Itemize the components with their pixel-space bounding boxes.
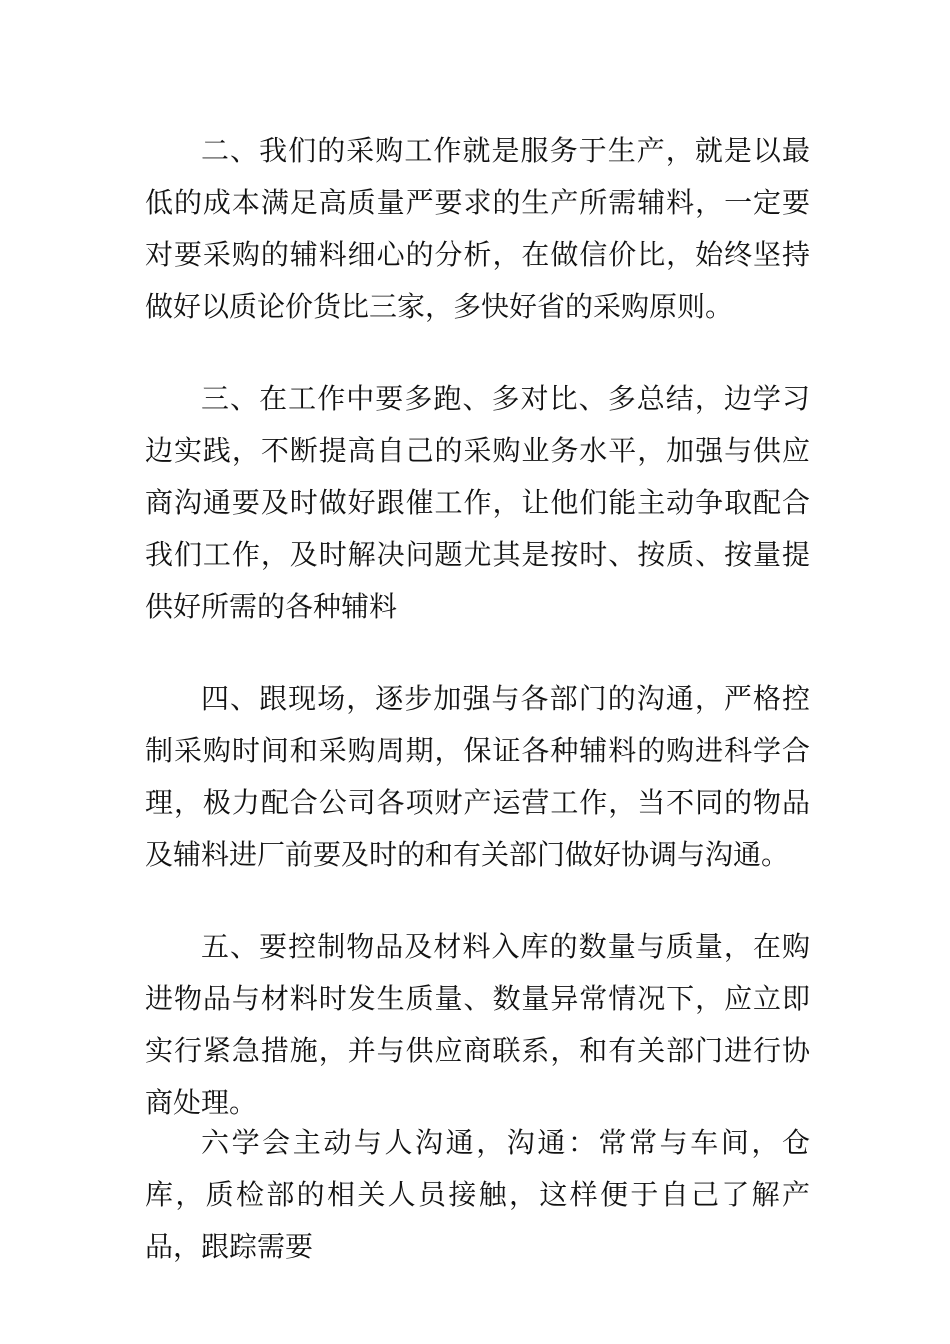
paragraph-purchasing-serves-production: 二、我们的采购工作就是服务于生产，就是以最低的成本满足高质量严要求的生产所需辅料，一定要对要采购的辅料细心的分析，在做信价比，始终坚持做好以质论价货比三家，多快好省的采购原则。 xyxy=(145,134,810,323)
paragraph-department-coordination: 四、跟现场，逐步加强与各部门的沟通，严格控制采购时间和采购周期，保证各种辅料的购进科学合理，极力配合公司各项财产运营工作，当不同的物品及辅料进厂前要及时的和有关部门做好协调与沟通。 xyxy=(145,682,810,871)
paragraph-proactive-communication: 六学会主动与人沟通，沟通：常常与车间，仓库，质检部的相关人员接触，这样便于自己了解产品，跟踪需要 xyxy=(145,1126,810,1263)
paragraph-practice-and-supplier-communication: 三、在工作中要多跑、多对比、多总结，边学习边实践，不断提高自己的采购业务水平，加强与供应商沟通要及时做好跟催工作，让他们能主动争取配合我们工作，及时解决问题尤其是按时、按质、按量提供好所需的各种辅料 xyxy=(145,382,810,623)
paragraph-warehouse-quality-control: 五、要控制物品及材料入库的数量与质量，在购进物品与材料时发生质量、数量异常情况下，应立即实行紧急措施，并与供应商联系，和有关部门进行协商处理。 xyxy=(145,930,810,1119)
